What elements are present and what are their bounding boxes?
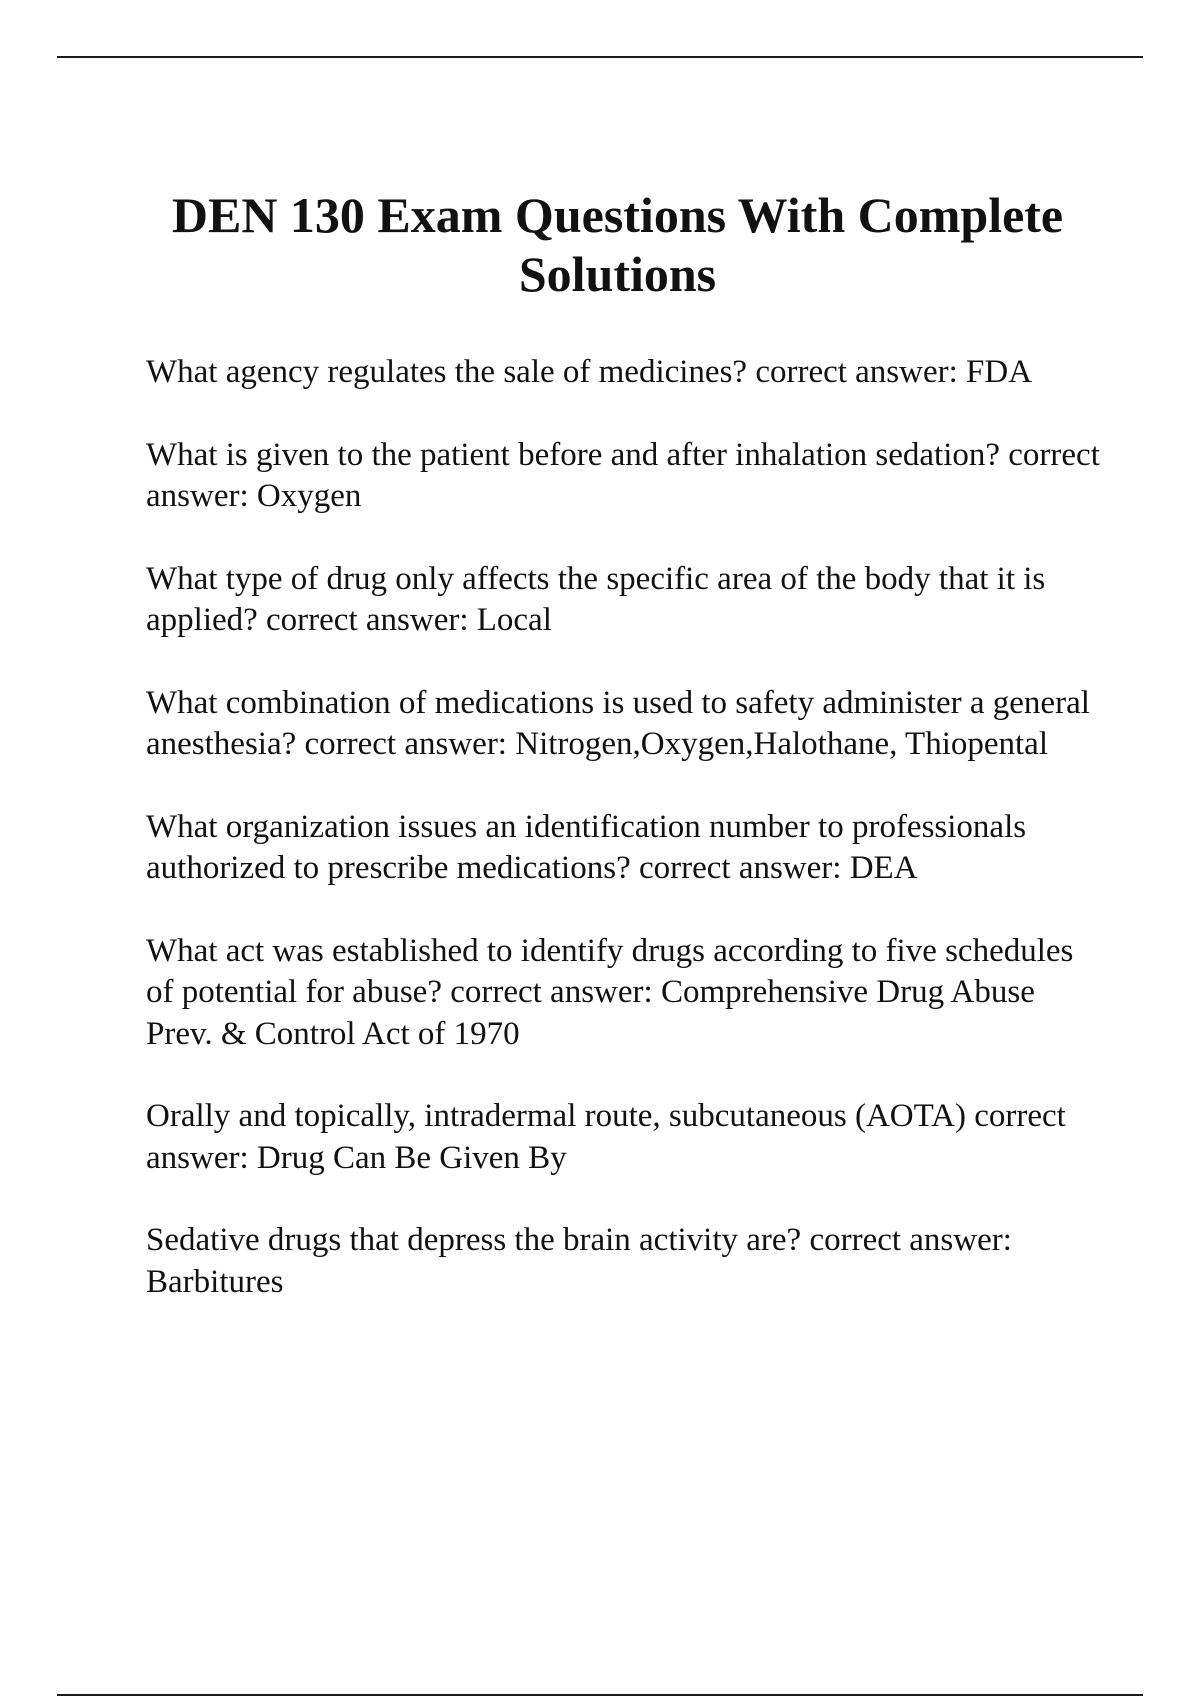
qa-item xyxy=(146,931,1106,1056)
top-divider xyxy=(57,56,1143,58)
answer-text: Drug Can Be Given By xyxy=(256,1139,567,1176)
answer-text: Oxygen xyxy=(256,478,362,514)
qa-item xyxy=(146,683,1106,766)
question-text: What combination of medications is used to safety administer a general anesthesia? xyxy=(146,684,1099,762)
question-text: Orally and topically, intradermal route, subcutaneous (AOTA) xyxy=(146,1098,966,1134)
qa-item xyxy=(146,435,1109,518)
question-text: What type of drug only affects the specific area of the body that it is applied? xyxy=(146,560,1054,638)
question-text: What act was established to identify drugs according to five schedules of potential for abuse? xyxy=(146,932,1082,1010)
answer-text: Local xyxy=(476,602,552,638)
qa-item xyxy=(146,1220,1106,1303)
answer-text: Barbitures xyxy=(146,1263,284,1300)
answer-label: correct answer: xyxy=(146,1098,1075,1176)
qa-list xyxy=(146,352,1109,1344)
answer-label: correct answer: xyxy=(146,436,1109,514)
answer-label: correct answer: xyxy=(638,850,842,886)
question-text: What is given to the patient before and after inhalation sedation? xyxy=(146,436,1001,473)
question-text: What organization issues an identification number to professionals authorized to prescribe medications? xyxy=(146,808,1035,886)
question-text: What agency regulates the sale of medicines? xyxy=(146,354,748,390)
answer-label: correct answer: xyxy=(304,726,507,762)
answer-label: correct answer: xyxy=(809,1222,1012,1258)
qa-item xyxy=(146,807,1106,890)
answer-text: FDA xyxy=(966,354,1033,390)
answer-text: Comprehensive Drug Abuse Prev. & Control Act of 1970 xyxy=(146,974,1044,1052)
qa-item xyxy=(146,1096,1106,1179)
answer-label: correct answer: xyxy=(450,974,653,1010)
question-text: Sedative drugs that depress the brain activity are? xyxy=(146,1222,802,1258)
qa-item xyxy=(146,352,1106,394)
answer-text: DEA xyxy=(849,850,918,886)
answer-label: correct answer: xyxy=(266,602,469,638)
document-title: DEN 130 Exam Questions With Complete Solutions xyxy=(171,187,1064,302)
bottom-divider xyxy=(57,1694,1143,1696)
answer-label: correct answer: xyxy=(755,354,958,390)
answer-text: Nitrogen,Oxygen,Halothane, Thiopental xyxy=(515,726,1048,762)
qa-item xyxy=(146,559,1106,642)
